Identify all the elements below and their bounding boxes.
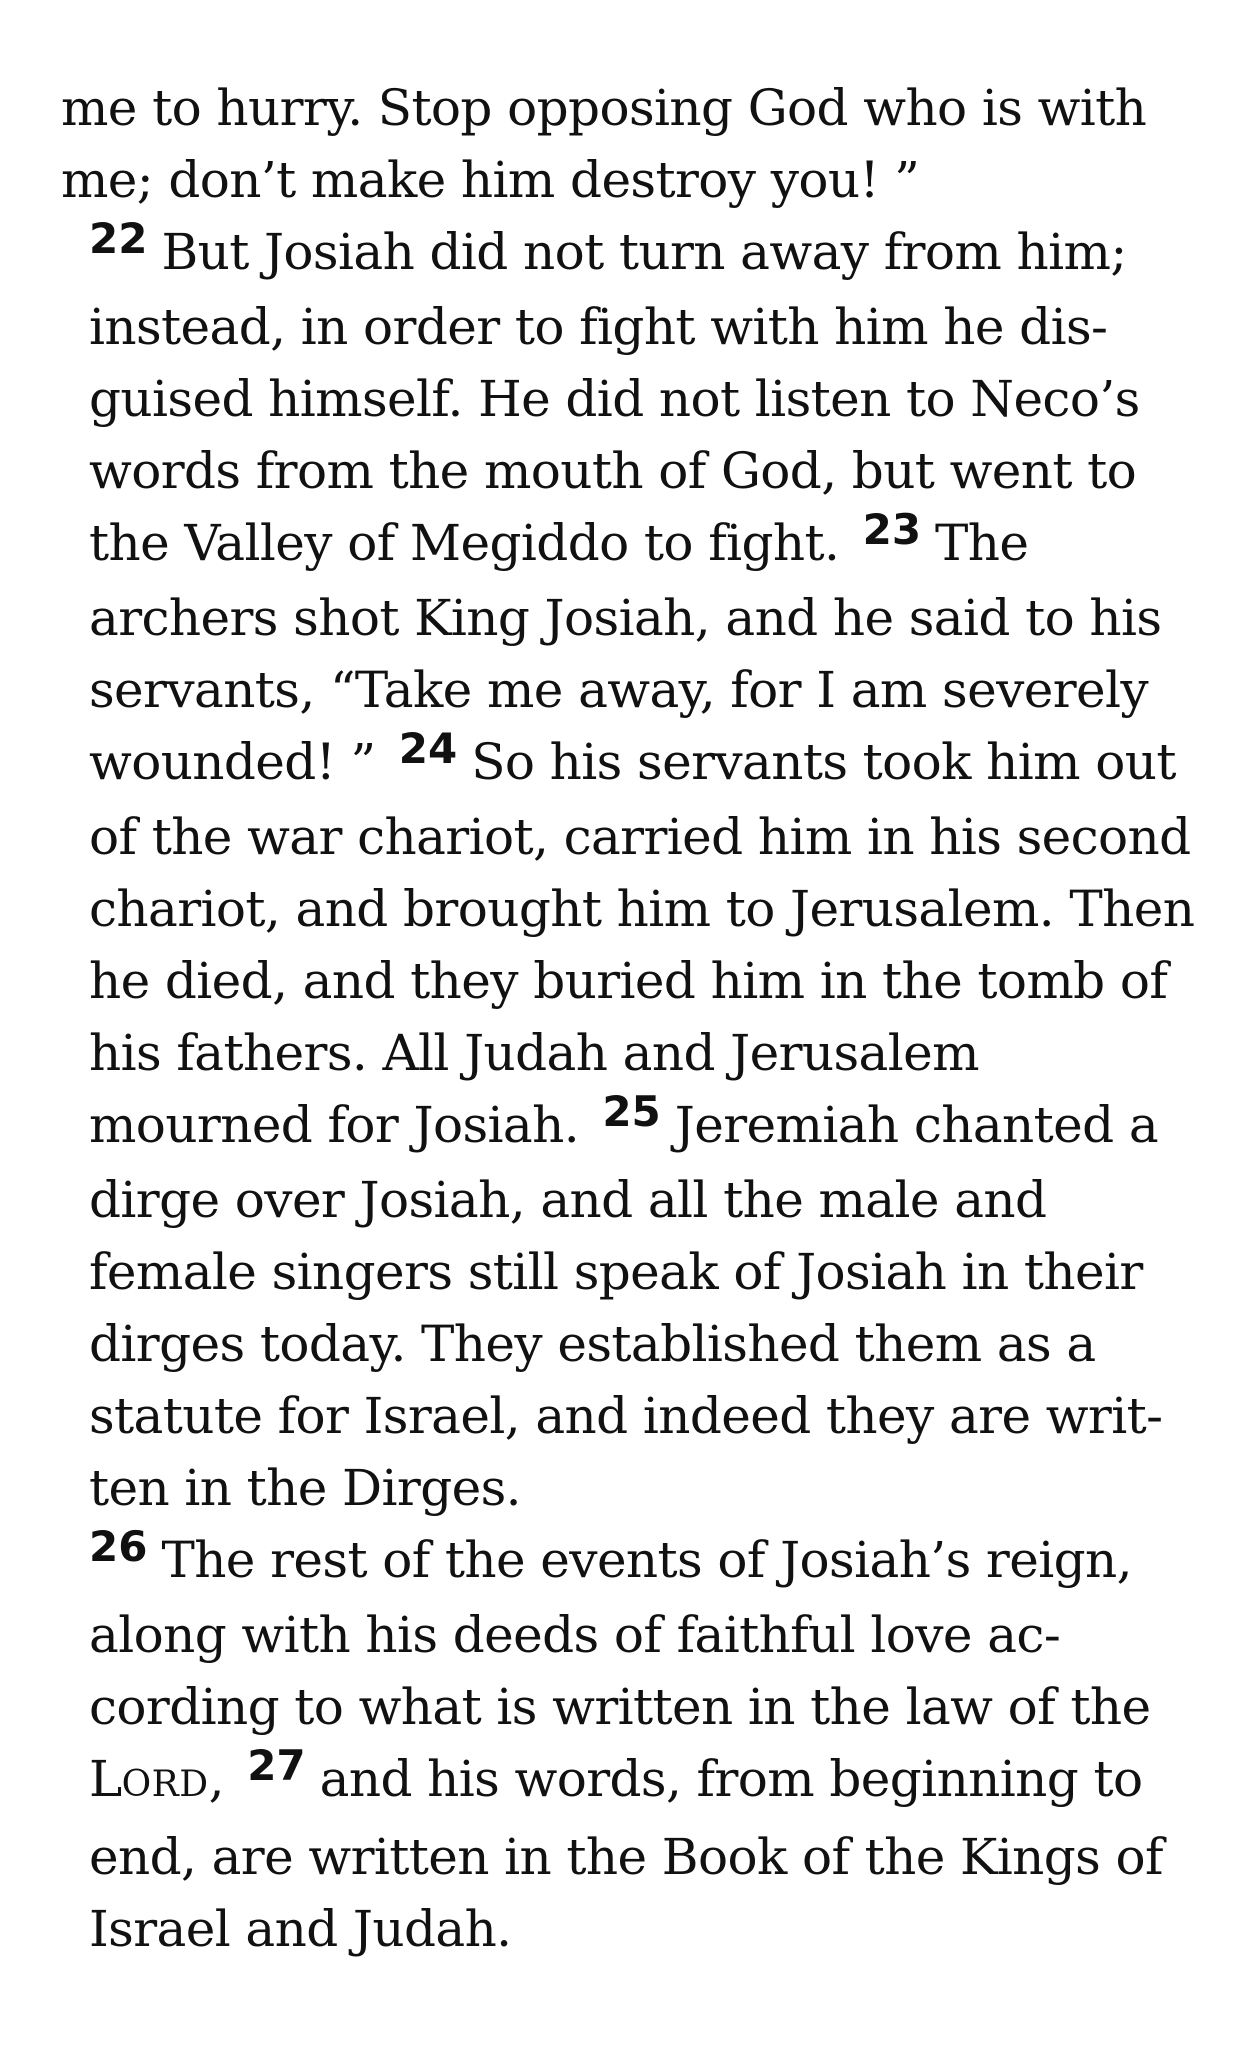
verse-number-24[interactable]: 24 — [398, 724, 458, 773]
verse-27-text: and his words, from beginning to end, are written in the Book of the Kings of Israel and Judah. — [89, 1750, 1163, 1958]
reading-pane — [61, 72, 1201, 1965]
verse-24-text: So his servants took him out of the war chariot, carried him in his second chariot, and brought him to Jerusalem. Then he died, and they buried him in the tomb of his fathers. All Judah and Jerusalem mourned for Josiah. — [89, 733, 1195, 1154]
verse-25-text: Jeremiah chanted a dirge over Josiah, and all the male and female singers still speak of Josiah in their dirges today. They established them as a statute for Israel, and indeed they are written in the Dirges. — [89, 1096, 1164, 1517]
verse-21-text: me to hurry. Stop opposing God who is with me; don’t make him destroy you! ” — [61, 79, 1147, 209]
verse-number-27[interactable]: 27 — [247, 1741, 306, 1790]
verse-23-text: The archers shot King Josiah, and he said to his servants, “Take me away, for I am severely wounded! ” — [89, 514, 1162, 791]
divine-name-comma: , — [208, 1750, 224, 1808]
paragraph-continuation — [61, 72, 1201, 216]
verse-22-text: But Josiah did not turn away from him; instead, in order to fight with him he disguised himself. He did not listen to Neco’s words from the mouth of God, but went to the Valley of Megiddo to fight. — [89, 223, 1140, 572]
verse-26-text: The rest of the events of Josiah’s reign, along with his deeds of faithful love according to what is written in the law of the — [89, 1531, 1151, 1736]
divine-name-small-caps: ORD — [121, 1764, 209, 1805]
verse-number-22[interactable]: 22 — [89, 214, 148, 263]
paragraph-verses-26-27 — [89, 1524, 1201, 1965]
verse-number-25[interactable]: 25 — [602, 1087, 661, 1136]
divine-name-lord — [89, 1750, 209, 1808]
paragraph-verses-22-25 — [89, 216, 1201, 1524]
divine-name-initial: L — [89, 1750, 122, 1808]
verse-number-26[interactable]: 26 — [89, 1522, 148, 1571]
verse-number-23[interactable]: 23 — [862, 505, 922, 554]
